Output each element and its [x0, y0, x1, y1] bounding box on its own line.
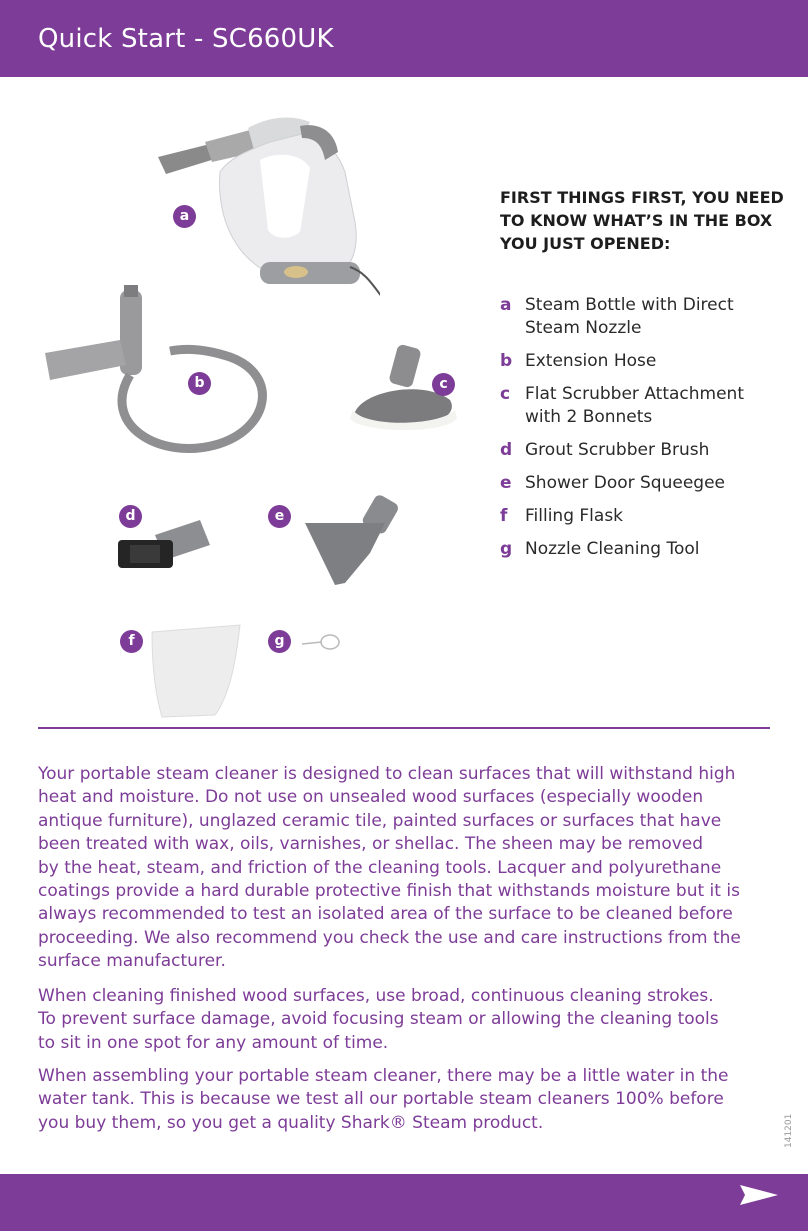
label-badge-d: d: [119, 505, 142, 528]
surface-warning-paragraph: Your portable steam cleaner is designed to clean surfaces that will withstand high heat and moisture. Do not use on unsealed wood surfaces (especially wooden antique furniture), unglazed ceramic tile, painted surfaces or surfaces that have been treated with wax, oils, varnishes, or shellac. The sheen may be removed by the heat, steam, and friction of the cleaning tools. Lacquer and polyurethane coatings provide a hard durable protective finish that withstands moisture but it is always recommended to test an isolated area of the surface to be cleaned before proceeding. We also recommend you check the use and care instructions from the surface manufacturer.: [38, 764, 741, 972]
wood-surface-paragraph: When cleaning finished wood surfaces, use broad, continuous cleaning strokes. To prevent surface damage, avoid focusing steam or allowing the cleaning tools to sit in one spot for any amount of time.: [38, 986, 719, 1053]
label-badge-f: f: [120, 630, 143, 653]
next-page-arrow-icon[interactable]: [740, 1183, 778, 1207]
label-badge-b: b: [188, 372, 211, 395]
box-contents-heading: FIRST THINGS FIRST, YOU NEED TO KNOW WHAT’S IN THE BOX YOU JUST OPENED:: [500, 188, 784, 253]
label-badge-g: g: [268, 630, 291, 653]
section-divider: [38, 727, 770, 729]
list-item: f Filling Flask: [500, 506, 624, 526]
page-title: Quick Start - SC660UK: [38, 24, 334, 54]
label-badge-c: c: [432, 373, 455, 396]
filling-flask-image: [140, 620, 260, 720]
list-item: d Grout Scrubber Brush: [500, 440, 710, 460]
extension-hose-image: [40, 285, 300, 465]
header-bar: [0, 0, 808, 77]
label-badge-e: e: [268, 505, 291, 528]
list-item: g Nozzle Cleaning Tool: [500, 539, 700, 559]
squeegee-image: [300, 493, 430, 593]
box-contents-list: [500, 294, 790, 571]
list-item: b Extension Hose: [500, 351, 657, 371]
list-item: c Flat Scrubber Attachment with 2 Bonnets: [500, 384, 744, 427]
list-item: a Steam Bottle with Direct Steam Nozzle: [500, 295, 734, 338]
water-tank-paragraph: When assembling your portable steam cleaner, there may be a little water in the water tank. This is because we test all our portable steam cleaners 100% before you buy them, so you get a quality Shark® Steam product.: [38, 1066, 729, 1133]
nozzle-cleaning-tool-image: [300, 628, 345, 658]
document-code: 141201: [784, 1113, 794, 1148]
footer-bar: [0, 1174, 808, 1231]
list-item: e Shower Door Squeegee: [500, 473, 725, 493]
label-badge-a: a: [173, 205, 196, 228]
